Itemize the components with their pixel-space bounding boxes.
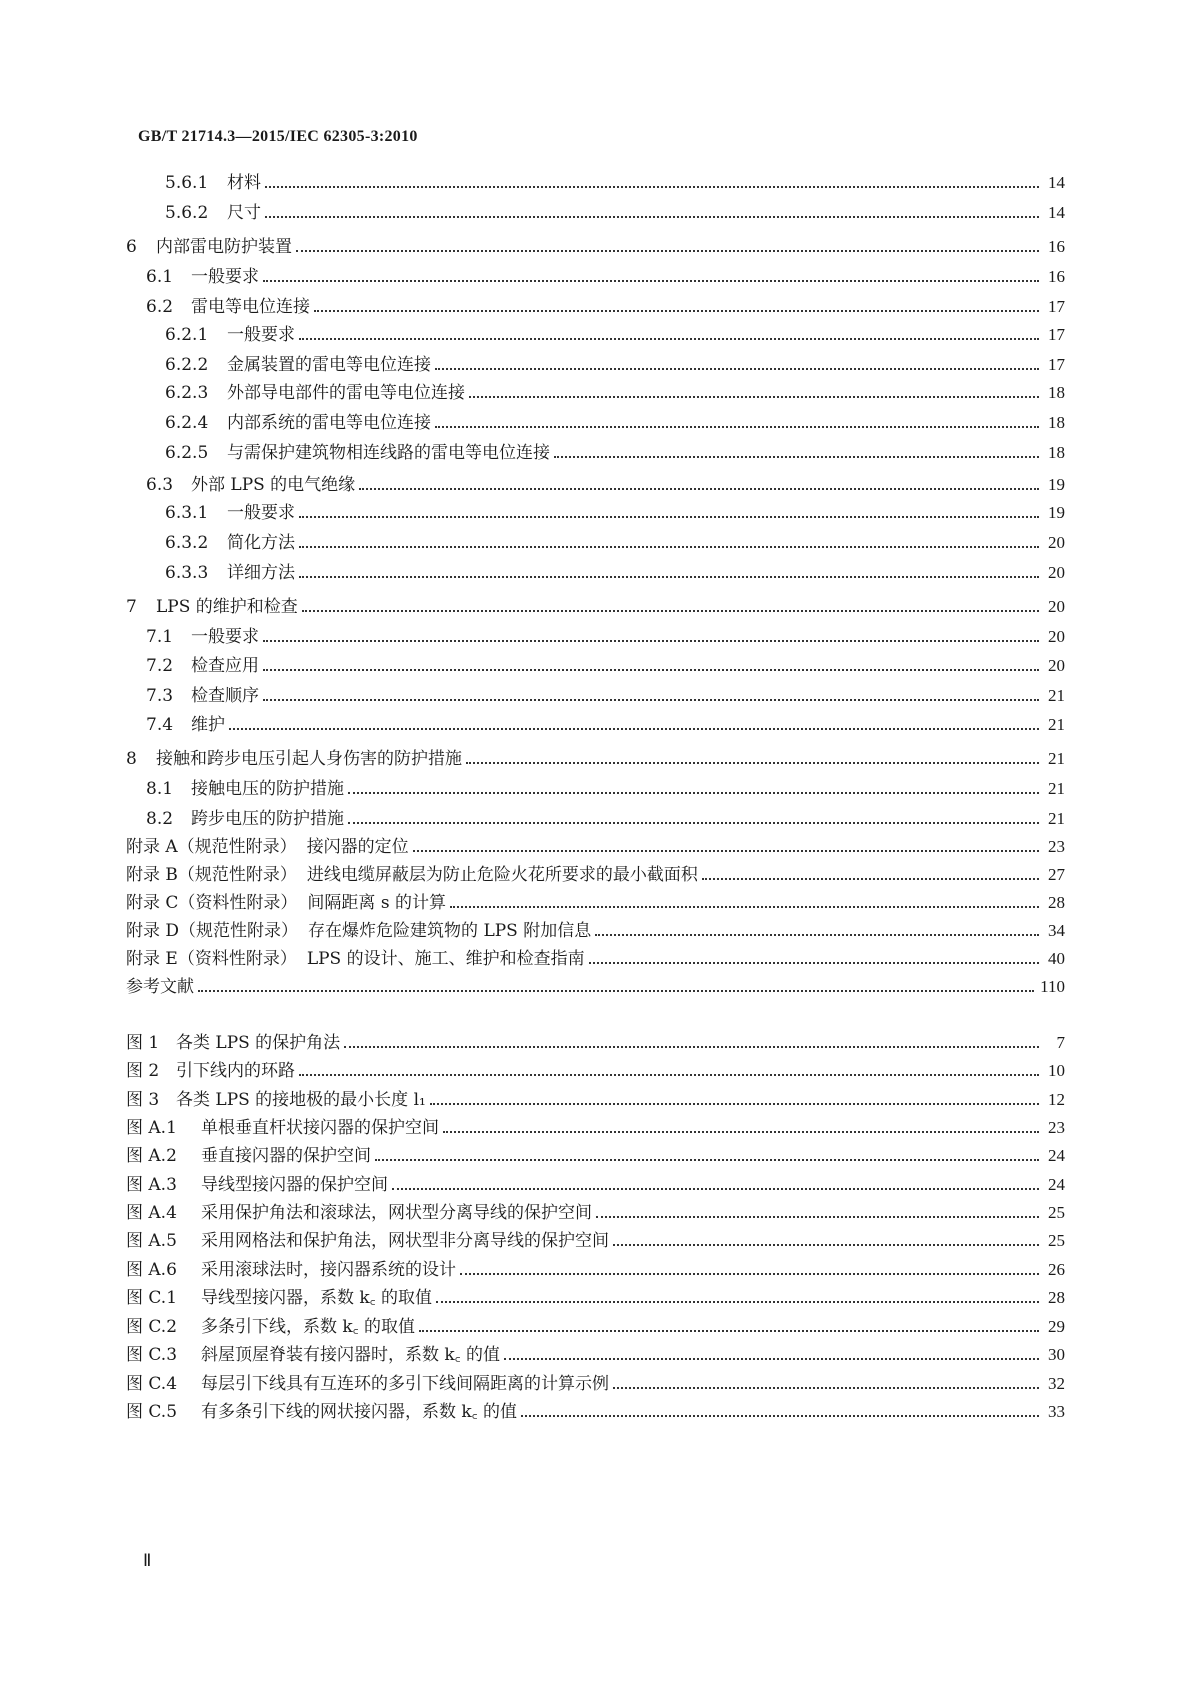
dot-leader <box>435 368 1039 370</box>
page-number: Ⅱ <box>143 1551 152 1570</box>
toc-entry[interactable] <box>146 710 1065 740</box>
toc-entry[interactable] <box>126 972 1065 1002</box>
figure-entry-page: 7 <box>1056 1033 1065 1052</box>
toc-entry-page: 23 <box>1048 837 1065 856</box>
dot-leader <box>299 1074 1039 1076</box>
dot-leader <box>613 1244 1039 1246</box>
dot-leader <box>263 640 1039 642</box>
toc-entry[interactable] <box>126 232 1065 262</box>
toc-entry[interactable] <box>146 470 1065 500</box>
toc-entry-page: 20 <box>1048 656 1065 675</box>
toc-entry-page: 19 <box>1048 503 1065 522</box>
figure-entry[interactable] <box>126 1397 1065 1427</box>
toc-entry-page: 16 <box>1048 237 1065 256</box>
toc-entry-title: 材料 <box>227 173 261 193</box>
dot-leader <box>554 456 1039 458</box>
toc-entry-page: 19 <box>1048 475 1065 494</box>
dot-leader <box>299 516 1039 518</box>
toc-entry-number: 6.2.5 <box>165 443 209 463</box>
figure-entry[interactable] <box>126 1056 1065 1086</box>
toc-entry[interactable] <box>146 622 1065 652</box>
toc-entry-title: 检查应用 <box>191 656 259 676</box>
toc-entry[interactable] <box>165 168 1065 198</box>
figure-entry-number: 图 A.2 <box>126 1146 177 1166</box>
toc-entry-number: 附录 E（资料性附录） <box>126 949 297 969</box>
figure-entry-page: 28 <box>1048 1288 1065 1307</box>
dot-leader <box>229 728 1039 730</box>
toc-entry-number: 7.2 <box>146 656 174 676</box>
figure-entry-number: 图 1 <box>126 1033 160 1053</box>
dot-leader <box>435 426 1039 428</box>
toc-entry-number: 6.2.4 <box>165 413 209 433</box>
toc-entry-page: 18 <box>1048 443 1065 462</box>
toc-entry-page: 16 <box>1048 267 1065 286</box>
figure-entry[interactable] <box>126 1255 1065 1285</box>
toc-entry[interactable] <box>126 744 1065 774</box>
dot-leader <box>589 962 1039 964</box>
dot-leader <box>521 1415 1039 1417</box>
toc-entry-page: 21 <box>1048 809 1065 828</box>
figure-entry-number: 图 A.4 <box>126 1203 177 1223</box>
toc-entry-number: 6 <box>126 237 137 257</box>
figure-entry-page: 10 <box>1048 1061 1065 1080</box>
figure-entry-title: 多条引下线，系数 k꜀ 的取值 <box>201 1317 415 1337</box>
toc-entry-title: 与需保护建筑物相连线路的雷电等电位连接 <box>227 443 550 463</box>
toc-entry-number: 6.2 <box>146 297 174 317</box>
toc-entry[interactable] <box>126 888 1065 918</box>
toc-entry[interactable] <box>146 292 1065 322</box>
dot-leader <box>413 850 1039 852</box>
figure-entry[interactable] <box>126 1170 1065 1200</box>
toc-entry-page: 14 <box>1048 203 1065 222</box>
toc-entry-title: 一般要求 <box>191 267 259 287</box>
toc-entry-title: 存在爆炸危险建筑物的 LPS 附加信息 <box>308 921 592 941</box>
figure-entry-number: 图 2 <box>126 1061 160 1081</box>
dot-leader <box>596 1216 1039 1218</box>
toc-entry[interactable] <box>146 804 1065 834</box>
dot-leader <box>344 1046 1039 1048</box>
toc-entry-number: 6.3.2 <box>165 533 209 553</box>
toc-entry[interactable] <box>146 774 1065 804</box>
figure-entry-title: 有多条引下线的网状接闪器，系数 k꜀ 的值 <box>201 1402 517 1422</box>
toc-entry-page: 21 <box>1048 749 1065 768</box>
figure-entry-title: 导线型接闪器的保护空间 <box>201 1175 388 1195</box>
toc-entry-title: 间隔距离 s 的计算 <box>307 893 446 913</box>
figure-entry[interactable] <box>126 1283 1065 1313</box>
dot-leader <box>436 1301 1039 1303</box>
figure-entry-number: 图 C.5 <box>126 1402 178 1422</box>
toc-entry[interactable] <box>165 320 1065 350</box>
figure-entry-title: 各类 LPS 的保护角法 <box>176 1033 341 1053</box>
toc-entry-page: 40 <box>1048 949 1065 968</box>
toc-entry-page: 110 <box>1040 977 1065 996</box>
toc-entry-title: 检查顺序 <box>191 686 259 706</box>
toc-entry-page: 28 <box>1048 893 1065 912</box>
toc-entry-page: 27 <box>1048 865 1065 884</box>
dot-leader <box>359 488 1039 490</box>
figure-entry-page: 12 <box>1048 1090 1065 1109</box>
figure-entry-title: 各类 LPS 的接地极的最小长度 l₁ <box>176 1090 426 1110</box>
dot-leader <box>504 1358 1039 1360</box>
toc-entry-title: 详细方法 <box>227 563 295 583</box>
figure-entry[interactable] <box>126 1028 1065 1058</box>
figure-entry[interactable] <box>126 1141 1065 1171</box>
figure-entry-page: 23 <box>1048 1118 1065 1137</box>
toc-entry[interactable] <box>165 378 1065 408</box>
toc-entry[interactable] <box>126 592 1065 622</box>
figure-entry-title: 导线型接闪器，系数 k꜀ 的取值 <box>201 1288 432 1308</box>
dot-leader <box>443 1131 1039 1133</box>
toc-entry-number: 7 <box>126 597 137 617</box>
figure-entry[interactable] <box>126 1113 1065 1143</box>
dot-leader <box>469 396 1039 398</box>
toc-entry[interactable] <box>146 681 1065 711</box>
toc-entry-title: 外部 LPS 的电气绝缘 <box>191 475 356 495</box>
figure-entry-number: 图 A.5 <box>126 1231 177 1251</box>
toc-entry[interactable] <box>165 498 1065 528</box>
dot-leader <box>263 280 1039 282</box>
figure-entry-title: 每层引下线具有互连环的多引下线间隔距离的计算示例 <box>201 1374 609 1394</box>
toc-entry-number: 6.3.3 <box>165 563 209 583</box>
toc-entry-title: 维护 <box>191 715 225 735</box>
toc-entry-page: 17 <box>1048 297 1065 316</box>
toc-entry-title: 内部系统的雷电等电位连接 <box>227 413 431 433</box>
figure-entry-page: 25 <box>1048 1203 1065 1222</box>
toc-entry-page: 18 <box>1048 413 1065 432</box>
toc-entry-number: 附录 A（规范性附录） <box>126 837 297 857</box>
toc-entry-page: 17 <box>1048 325 1065 344</box>
toc-entry-title: 雷电等电位连接 <box>191 297 310 317</box>
toc-entry[interactable] <box>146 262 1065 292</box>
figure-entry-number: 图 C.4 <box>126 1374 178 1394</box>
figure-entry-number: 图 C.2 <box>126 1317 178 1337</box>
dot-leader <box>460 1273 1039 1275</box>
toc-entry-number: 附录 D（规范性附录） <box>126 921 299 941</box>
toc-entry-page: 20 <box>1048 563 1065 582</box>
toc-entry-title: 接触和跨步电压引起人身伤害的防护措施 <box>156 749 462 769</box>
figure-entry[interactable] <box>126 1312 1065 1342</box>
dot-leader <box>263 699 1039 701</box>
dot-leader <box>392 1188 1039 1190</box>
dot-leader <box>299 338 1039 340</box>
toc-entry-page: 34 <box>1048 921 1065 940</box>
toc-entry[interactable] <box>126 944 1065 974</box>
toc-entry-page: 20 <box>1048 627 1065 646</box>
figure-entry-number: 图 A.1 <box>126 1118 177 1138</box>
figure-entry-number: 图 A.3 <box>126 1175 177 1195</box>
dot-leader <box>419 1330 1039 1332</box>
toc-entry-number: 8.2 <box>146 809 174 829</box>
toc-entry-page: 21 <box>1048 686 1065 705</box>
figure-entry-title: 垂直接闪器的保护空间 <box>201 1146 371 1166</box>
toc-entry-title: 一般要求 <box>227 503 295 523</box>
toc-entry-number: 6.3 <box>146 475 174 495</box>
dot-leader <box>299 546 1039 548</box>
toc-entry-title: 金属装置的雷电等电位连接 <box>227 355 431 375</box>
dot-leader <box>613 1387 1039 1389</box>
dot-leader <box>314 310 1039 312</box>
toc-entry-title: 一般要求 <box>191 627 259 647</box>
toc-entry-page: 14 <box>1048 173 1065 192</box>
figure-entry-page: 32 <box>1048 1374 1065 1393</box>
toc-entry-page: 18 <box>1048 383 1065 402</box>
toc-entry-number: 7.4 <box>146 715 174 735</box>
dot-leader <box>595 934 1039 936</box>
toc-entry[interactable] <box>165 198 1065 228</box>
toc-entry-title: 进线电缆屏蔽层为防止危险火花所要求的最小截面积 <box>306 865 698 885</box>
figure-entry-page: 24 <box>1048 1175 1065 1194</box>
toc-entry-number: 6.1 <box>146 267 174 287</box>
figure-entry-number: 图 C.3 <box>126 1345 178 1365</box>
toc-entry-number: 7.3 <box>146 686 174 706</box>
dot-leader <box>296 250 1039 252</box>
toc-entry-title: LPS 的设计、施工、维护和检查指南 <box>306 949 585 969</box>
dot-leader <box>263 669 1039 671</box>
toc-entry-number: 6.2.2 <box>165 355 209 375</box>
figure-entry[interactable] <box>126 1340 1065 1370</box>
toc-entry[interactable] <box>126 916 1065 946</box>
figure-entry-title: 采用滚球法时，接闪器系统的设计 <box>201 1260 456 1280</box>
dot-leader <box>348 792 1039 794</box>
toc-entry[interactable] <box>165 350 1065 380</box>
toc-entry-number: 附录 C（资料性附录） <box>126 893 298 913</box>
toc-entry[interactable] <box>126 832 1065 862</box>
toc-entry[interactable] <box>165 528 1065 558</box>
figure-entry[interactable] <box>126 1198 1065 1228</box>
figure-entry[interactable] <box>126 1226 1065 1256</box>
document-code-header: GB/T 21714.3—2015/IEC 62305-3:2010 <box>138 128 418 145</box>
dot-leader <box>702 878 1039 880</box>
dot-leader <box>348 822 1039 824</box>
dot-leader <box>450 906 1039 908</box>
figure-entry[interactable] <box>126 1369 1065 1399</box>
figure-entry-title: 采用保护角法和滚球法，网状型分离导线的保护空间 <box>201 1203 592 1223</box>
figure-entry-number: 图 3 <box>126 1090 160 1110</box>
toc-entry-title: 接触电压的防护措施 <box>191 779 344 799</box>
toc-entry-page: 21 <box>1048 779 1065 798</box>
figure-entry-page: 29 <box>1048 1317 1065 1336</box>
toc-entry-page: 17 <box>1048 355 1065 374</box>
toc-entry-number: 6.3.1 <box>165 503 209 523</box>
dot-leader <box>265 186 1039 188</box>
dot-leader <box>265 216 1039 218</box>
toc-entry-page: 20 <box>1048 597 1065 616</box>
figure-entry-page: 26 <box>1048 1260 1065 1279</box>
toc-entry[interactable] <box>165 438 1065 468</box>
dot-leader <box>198 990 1034 992</box>
figure-entry-title: 斜屋顶屋脊装有接闪器时，系数 k꜀ 的值 <box>201 1345 500 1365</box>
toc-entry[interactable] <box>165 408 1065 438</box>
dot-leader <box>302 610 1039 612</box>
figure-entry-page: 30 <box>1048 1345 1065 1364</box>
toc-entry-number: 8 <box>126 749 137 769</box>
figure-entry-page: 24 <box>1048 1146 1065 1165</box>
toc-entry[interactable] <box>146 651 1065 681</box>
toc-entry-number: 5.6.2 <box>165 203 209 223</box>
figure-entry-title: 采用网格法和保护角法，网状型非分离导线的保护空间 <box>201 1231 609 1251</box>
toc-entry-title: 内部雷电防护装置 <box>156 237 292 257</box>
toc-entry-title: LPS 的维护和检查 <box>156 597 298 617</box>
dot-leader <box>430 1103 1039 1105</box>
figure-entry[interactable] <box>126 1085 1065 1115</box>
figure-entry-title: 引下线内的环路 <box>176 1061 295 1081</box>
figure-entry-number: 图 A.6 <box>126 1260 177 1280</box>
figure-entry-title: 单根垂直杆状接闪器的保护空间 <box>201 1118 439 1138</box>
toc-entry-page: 20 <box>1048 533 1065 552</box>
toc-entry-number: 8.1 <box>146 779 174 799</box>
toc-entry-title: 参考文献 <box>126 977 194 997</box>
dot-leader <box>375 1159 1039 1161</box>
toc-entry-number: 6.2.1 <box>165 325 209 345</box>
toc-entry-number: 6.2.3 <box>165 383 209 403</box>
figure-entry-page: 33 <box>1048 1402 1065 1421</box>
toc-entry-title: 简化方法 <box>227 533 295 553</box>
toc-entry[interactable] <box>126 860 1065 890</box>
toc-entry-number: 7.1 <box>146 627 174 647</box>
toc-entry[interactable] <box>165 558 1065 588</box>
toc-entry-number: 5.6.1 <box>165 173 209 193</box>
toc-entry-title: 接闪器的定位 <box>306 837 409 857</box>
toc-entry-title: 一般要求 <box>227 325 295 345</box>
toc-entry-title: 跨步电压的防护措施 <box>191 809 344 829</box>
toc-entry-page: 21 <box>1048 715 1065 734</box>
figure-entry-page: 25 <box>1048 1231 1065 1250</box>
toc-entry-number: 附录 B（规范性附录） <box>126 865 297 885</box>
toc-entry-title: 尺寸 <box>227 203 261 223</box>
toc-entry-title: 外部导电部件的雷电等电位连接 <box>227 383 465 403</box>
dot-leader <box>299 576 1039 578</box>
figure-entry-number: 图 C.1 <box>126 1288 178 1308</box>
dot-leader <box>466 762 1039 764</box>
